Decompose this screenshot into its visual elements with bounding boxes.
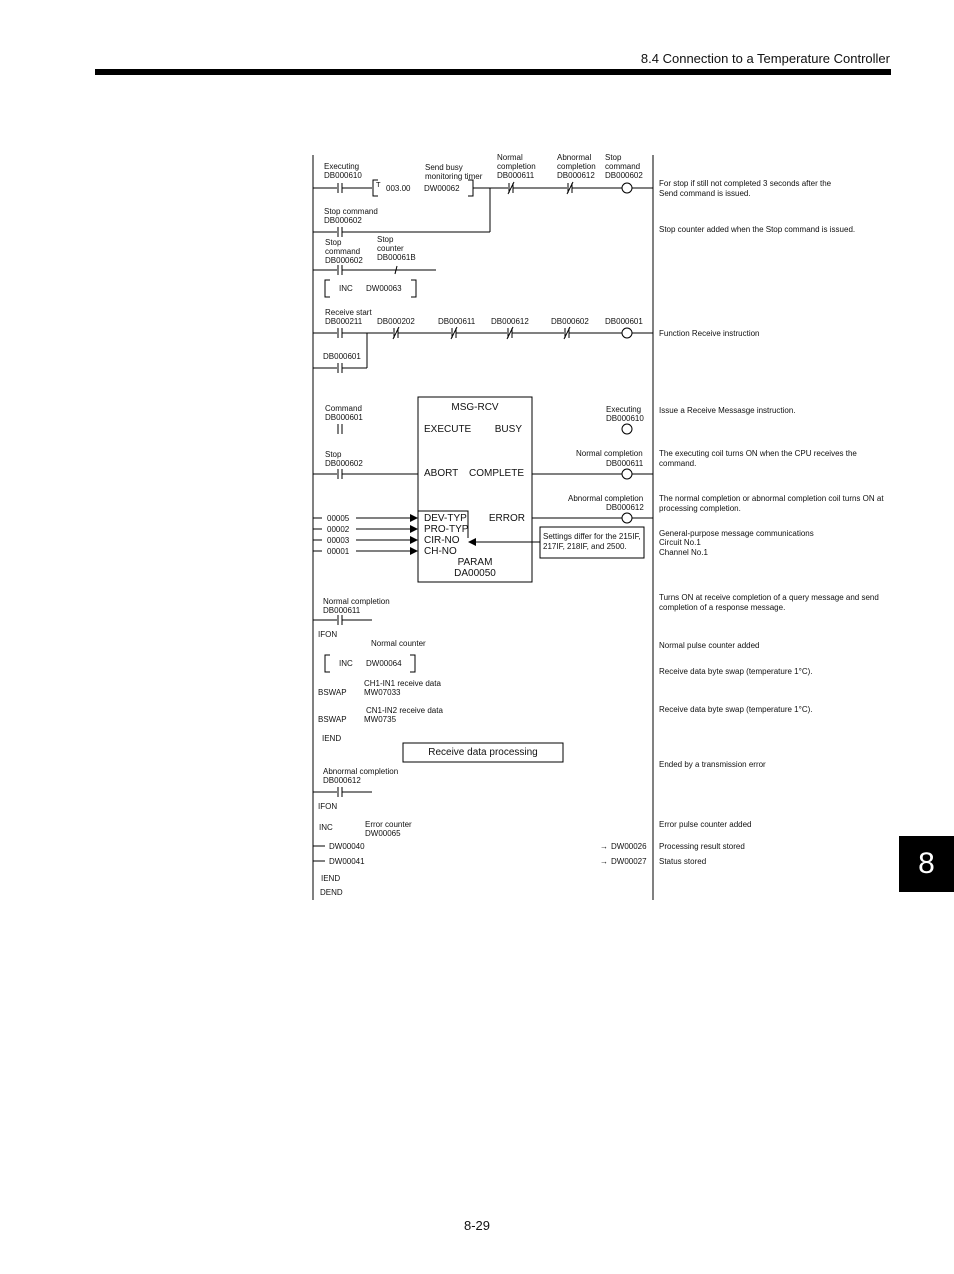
executing-label: Executing [606,405,642,414]
inc-op: INC [339,284,353,293]
abort-pin: ABORT [424,468,459,479]
normal-section-label: Normal completion [323,597,390,606]
comment-7b: Circuit No.1 [659,538,701,547]
command-label: Command [325,404,362,413]
comment-15: Status stored [659,857,707,866]
abnormal-ifon: IFON [318,802,338,811]
dst1-addr: DW00026 [611,842,647,851]
msg-rcv-block [313,397,653,582]
comment-10: Receive data byte swap (temperature 1°C). [659,667,813,676]
section-title: 8.4 Connection to a Temperature Controller [640,51,890,66]
page-number: 8-29 [463,1218,491,1233]
bswap1-addr: MW07033 [364,688,401,697]
normal-section-addr: DB000611 [323,606,361,615]
timer-label-2: monitoring timer [425,172,483,181]
comments-column [659,179,884,866]
in-ch-value: 00001 [327,547,350,556]
in-pro-value: 00002 [327,525,350,534]
in-cir-value: 00003 [327,536,350,545]
stop-addr: DB000602 [325,459,363,468]
dst2-addr: DW00027 [611,857,647,866]
receive-start-label: Receive start [325,308,372,317]
comment-1b: Send command is issued. [659,189,751,198]
abnormal-iend: IEND [321,874,341,883]
counter-label-2: counter [377,244,404,253]
param-addr: DA00050 [454,568,496,579]
stop-label-1: Stop [325,238,342,247]
normal-ifon: IFON [318,630,338,639]
stop-command-coil [622,183,632,193]
bswap2-label: CN1-IN2 receive data [366,706,443,715]
in-dev-value: 00005 [327,514,350,523]
comment-6a: The normal completion or abnormal completion coil turns ON at [659,494,884,503]
dend: DEND [320,888,343,897]
stop-cmd-label: Stop command [324,207,378,216]
stop-cmd-addr: DB000602 [324,216,362,225]
settings-note-line-1: Settings differ for the 215IF, [543,532,641,541]
comment-13: Error pulse counter added [659,820,752,829]
comment-7c: Channel No.1 [659,548,708,557]
contact-5-addr: DB000602 [551,317,589,326]
normal-inc-op: INC [339,659,353,668]
stop-addr: DB000602 [325,256,363,265]
timer-addr: DW00062 [424,184,460,193]
abnormal-addr: DB000612 [557,171,595,180]
comment-6b: processing completion. [659,504,741,513]
normal-iend: IEND [322,734,342,743]
rung-2 [313,235,436,297]
command-addr: DB000601 [325,413,363,422]
src2-addr: DW00041 [329,857,365,866]
cir-no-pin: CIR-NO [424,535,460,546]
abnormal-section-label: Abnormal completion [323,767,399,776]
rung-3 [313,308,653,373]
abnormal-label: Abnormal completion [568,494,644,503]
error-counter-addr: DW00065 [365,829,401,838]
settings-note-line-2: 217IF, 218IF, and 2500. [543,542,627,551]
normal-coil [622,469,632,479]
msg-rcv-title: MSG-RCV [451,402,499,413]
stop-coil-label-2: command [605,162,641,171]
timer-mark: T [376,180,381,189]
complete-pin: COMPLETE [468,468,524,479]
bswap1-op: BSWAP [318,688,347,697]
error-counter-label: Error counter [365,820,412,829]
execute-pin: EXECUTE [424,424,472,435]
comment-12: Ended by a transmission error [659,760,766,769]
busy-pin: BUSY [494,424,522,435]
normal-inc-addr: DW00064 [366,659,402,668]
contact-3-addr: DB000611 [438,317,476,326]
dev-typ-pin: DEV-TYP [424,513,467,524]
receive-start-addr: DB000211 [325,317,363,326]
counter-label-1: Stop [377,235,394,244]
inc-addr: DW00063 [366,284,402,293]
bswap2-op: BSWAP [318,715,347,724]
executing-addr: DB000610 [606,414,644,423]
stop-label: Stop [325,450,342,459]
abnormal-inc-op: INC [319,823,333,832]
bswap2-addr: MW0735 [364,715,397,724]
executing-addr: DB000610 [324,171,362,180]
contact-2-addr: DB000202 [377,317,415,326]
comment-5b: command. [659,459,697,468]
abnormal-addr: DB000612 [606,503,644,512]
abnormal-completion-section [313,767,647,897]
stop-label-2: command [325,247,361,256]
arrow-1: → [600,842,608,851]
ch-no-pin: CH-NO [424,546,457,557]
comment-5a: The executing coil turns ON when the CPU receives the [659,449,857,458]
normal-label-2: completion [497,162,536,171]
error-pin: ERROR [488,513,525,524]
executing-coil [622,424,632,434]
comment-7a: General-purpose message communications [659,529,814,538]
normal-addr: DB000611 [606,459,644,468]
param-pin: PARAM [457,557,493,568]
bswap1-label: CH1-IN1 receive data [364,679,441,688]
comment-4: Issue a Receive Messasge instruction. [659,406,796,415]
processing-label: Receive data processing [428,747,538,758]
executing-label: Executing [324,162,360,171]
coil-addr: DB000601 [605,317,643,326]
comment-8b: completion of a response message. [659,603,786,612]
normal-counter-label: Normal counter [371,639,426,648]
timer-value: 003.00 [386,184,411,193]
abnormal-coil [622,513,632,523]
normal-addr: DB000611 [497,171,535,180]
normal-completion-section [313,597,563,762]
comment-8a: Turns ON at receive completion of a query message and send [659,593,879,602]
normal-label: Normal completion [576,449,643,458]
stop-coil-addr: DB000602 [605,171,643,180]
timer-label-1: Send busy [425,163,463,172]
comment-14: Processing result stored [659,842,745,851]
abnormal-label-1: Abnormal [557,153,592,162]
comment-11: Receive data byte swap (temperature 1°C). [659,705,813,714]
pro-typ-pin: PRO-TYP [424,524,469,535]
counter-addr: DB00061B [377,253,416,262]
abnormal-label-2: completion [557,162,596,171]
comment-9: Normal pulse counter added [659,641,760,650]
normal-label-1: Normal [497,153,523,162]
comment-3: Function Receive instruction [659,329,760,338]
comment-1a: For stop if still not completed 3 seconds after the [659,179,832,188]
chapter-tab: 8 [899,836,954,892]
rung-1 [313,153,653,237]
contact-4-addr: DB000612 [491,317,529,326]
seal-addr: DB000601 [323,352,361,361]
abnormal-section-addr: DB000612 [323,776,361,785]
comment-2: Stop counter added when the Stop command is issued. [659,225,856,234]
receive-coil [622,328,632,338]
stop-coil-label-1: Stop [605,153,622,162]
arrow-2: → [600,857,608,866]
src1-addr: DW00040 [329,842,365,851]
